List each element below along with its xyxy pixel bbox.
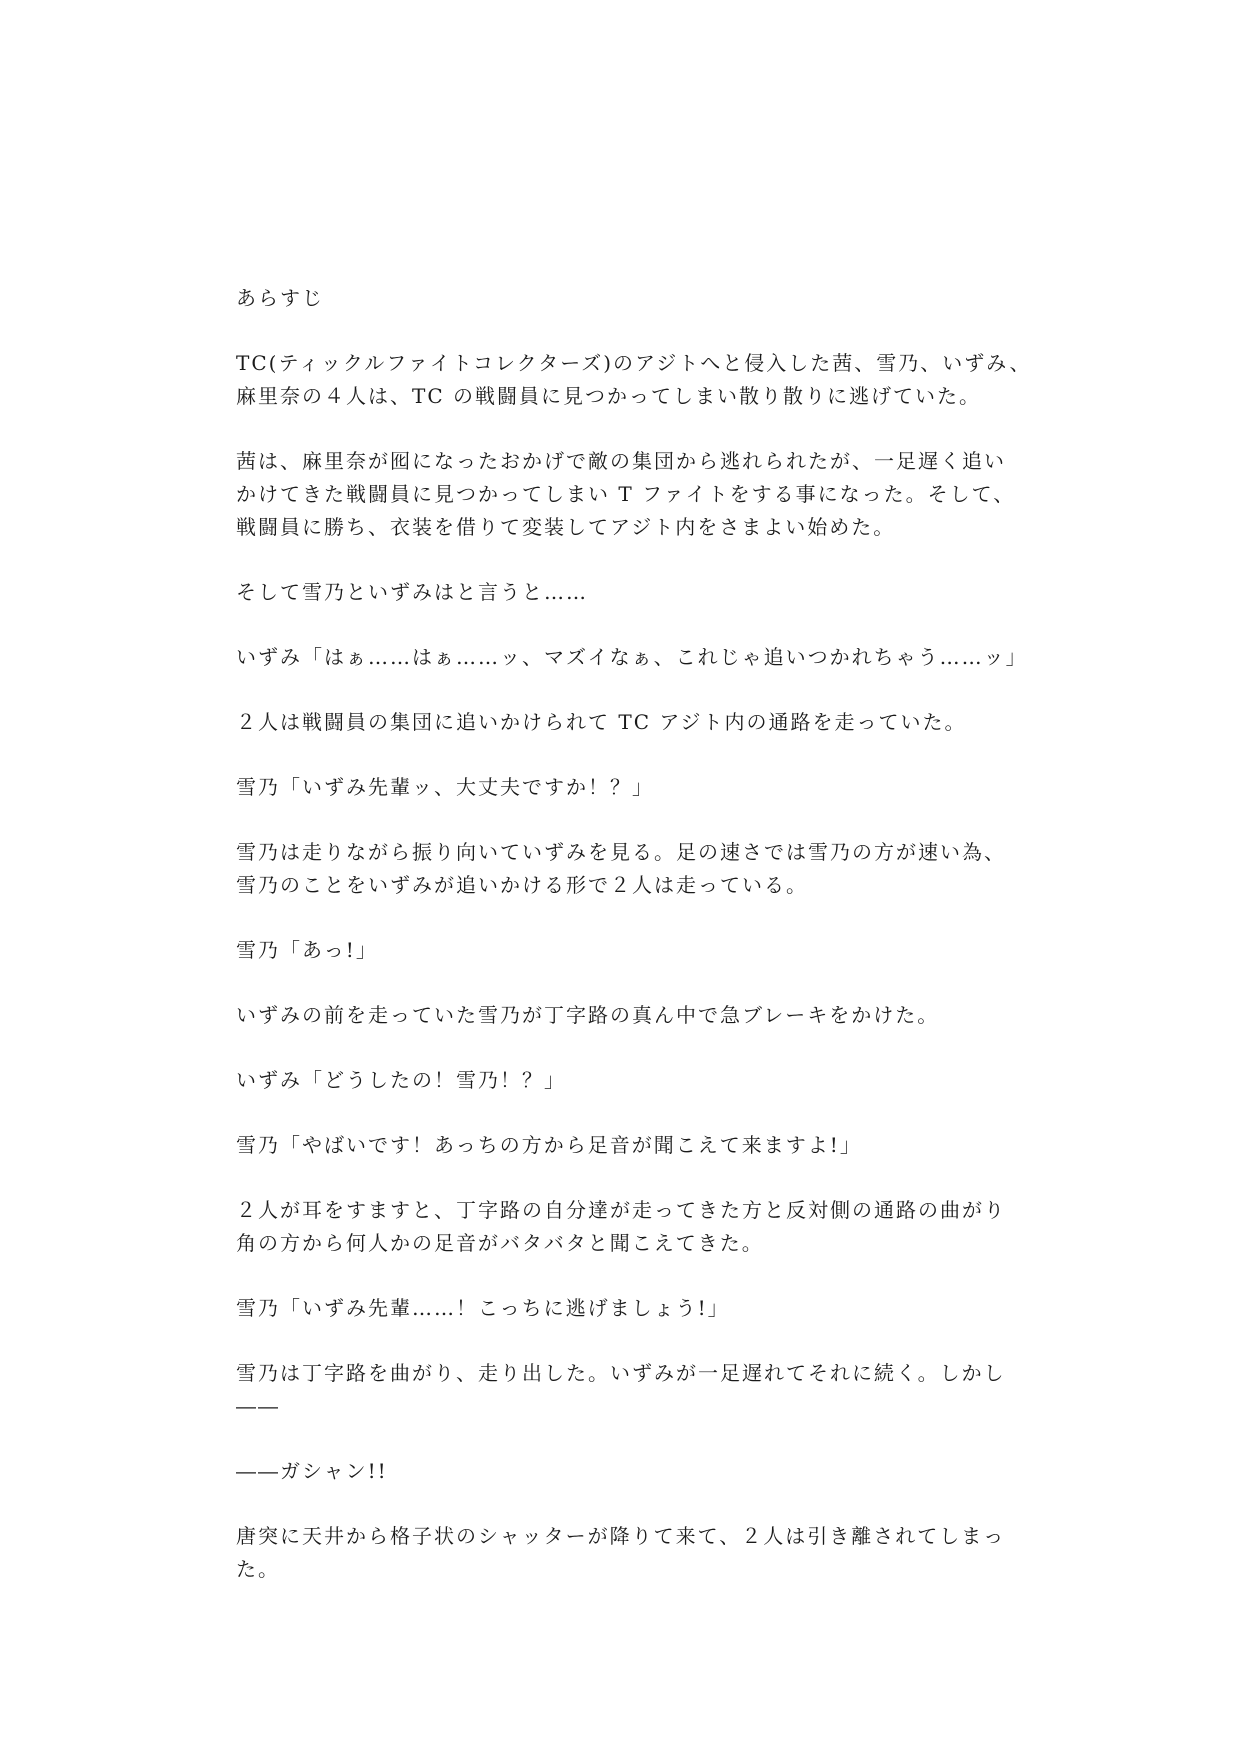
dialogue-line	[236, 934, 1016, 967]
heading-synopsis	[236, 282, 1016, 315]
text-line: あらすじ	[236, 286, 324, 310]
text-line: 雪乃「いずみ先輩……！こっちに逃げましょう!」	[236, 1296, 730, 1320]
dialogue-line	[236, 1129, 1016, 1162]
text-line: ２人が耳をすますと、丁字路の自分達が走ってきた方と反対側の通路の曲がり	[236, 1198, 1006, 1222]
dialogue-line	[236, 1292, 1016, 1325]
text-line: ２人は戦闘員の集団に追いかけられて TC アジト内の通路を走っていた。	[236, 710, 967, 734]
paragraph	[236, 706, 1016, 739]
paragraph	[236, 836, 1016, 902]
paragraph	[236, 347, 1032, 413]
text-line: 雪乃「やばいです！あっちの方から足音が聞こえて来ますよ!」	[236, 1133, 862, 1157]
text-line: いずみの前を走っていた雪乃が丁字路の真ん中で急ブレーキをかけた。	[236, 1003, 940, 1027]
text-line: 雪乃「あっ!」	[236, 938, 378, 962]
text-line: いずみ「どうしたの！雪乃！？」	[236, 1068, 566, 1092]
text-line: 唐突に天井から格子状のシャッターが降りて来て、２人は引き離されてしまっ	[236, 1524, 1006, 1548]
text-line: 雪乃は走りながら振り向いていずみを見る。足の速さでは雪乃の方が速い為、	[236, 840, 1006, 864]
text-line: 戦闘員に勝ち、衣装を借りて変装してアジト内をさまよい始めた。	[236, 515, 896, 539]
dialogue-line	[236, 771, 1016, 804]
paragraph	[236, 1520, 1016, 1586]
sound-effect-line	[236, 1455, 1016, 1488]
text-line: そして雪乃といずみはと言うと……	[236, 580, 588, 604]
text-line: 茜は、麻里奈が囮になったおかげで敵の集団から逃れられたが、一足遅く追い	[236, 449, 1006, 473]
text-line: かけてきた戦闘員に見つかってしまい T ファイトをする事になった。そして、	[236, 482, 1016, 506]
text-line: 雪乃のことをいずみが追いかける形で２人は走っている。	[236, 873, 808, 897]
paragraph	[236, 445, 1016, 544]
dialogue-line	[236, 641, 1028, 674]
dialogue-line	[236, 1064, 1016, 1097]
text-line: 雪乃は丁字路を曲がり、走り出した。いずみが一足遅れてそれに続く。しかし	[236, 1361, 1006, 1385]
paragraph	[236, 999, 1016, 1032]
paragraph	[236, 576, 1016, 609]
text-line: ――ガシャン!!	[236, 1459, 388, 1483]
text-line: ――	[236, 1394, 280, 1418]
paragraph	[236, 1357, 1016, 1423]
paragraph	[236, 1194, 1016, 1260]
text-line: TC(ティックルファイトコレクターズ)のアジトへと侵入した茜、雪乃、いずみ、	[236, 351, 1032, 375]
text-line: いずみ「はぁ……はぁ……ッ、マズイなぁ、これじゃ追いつかれちゃう……ッ」	[236, 645, 1028, 669]
text-line: た。	[236, 1557, 280, 1581]
text-line: 雪乃「いずみ先輩ッ、大丈夫ですか！？」	[236, 775, 654, 799]
text-line: 角の方から何人かの足音がバタバタと聞こえてきた。	[236, 1231, 764, 1255]
story-text	[236, 282, 1032, 1586]
text-line: 麻里奈の４人は、TC の戦闘員に見つかってしまい散り散りに逃げていた。	[236, 384, 981, 408]
